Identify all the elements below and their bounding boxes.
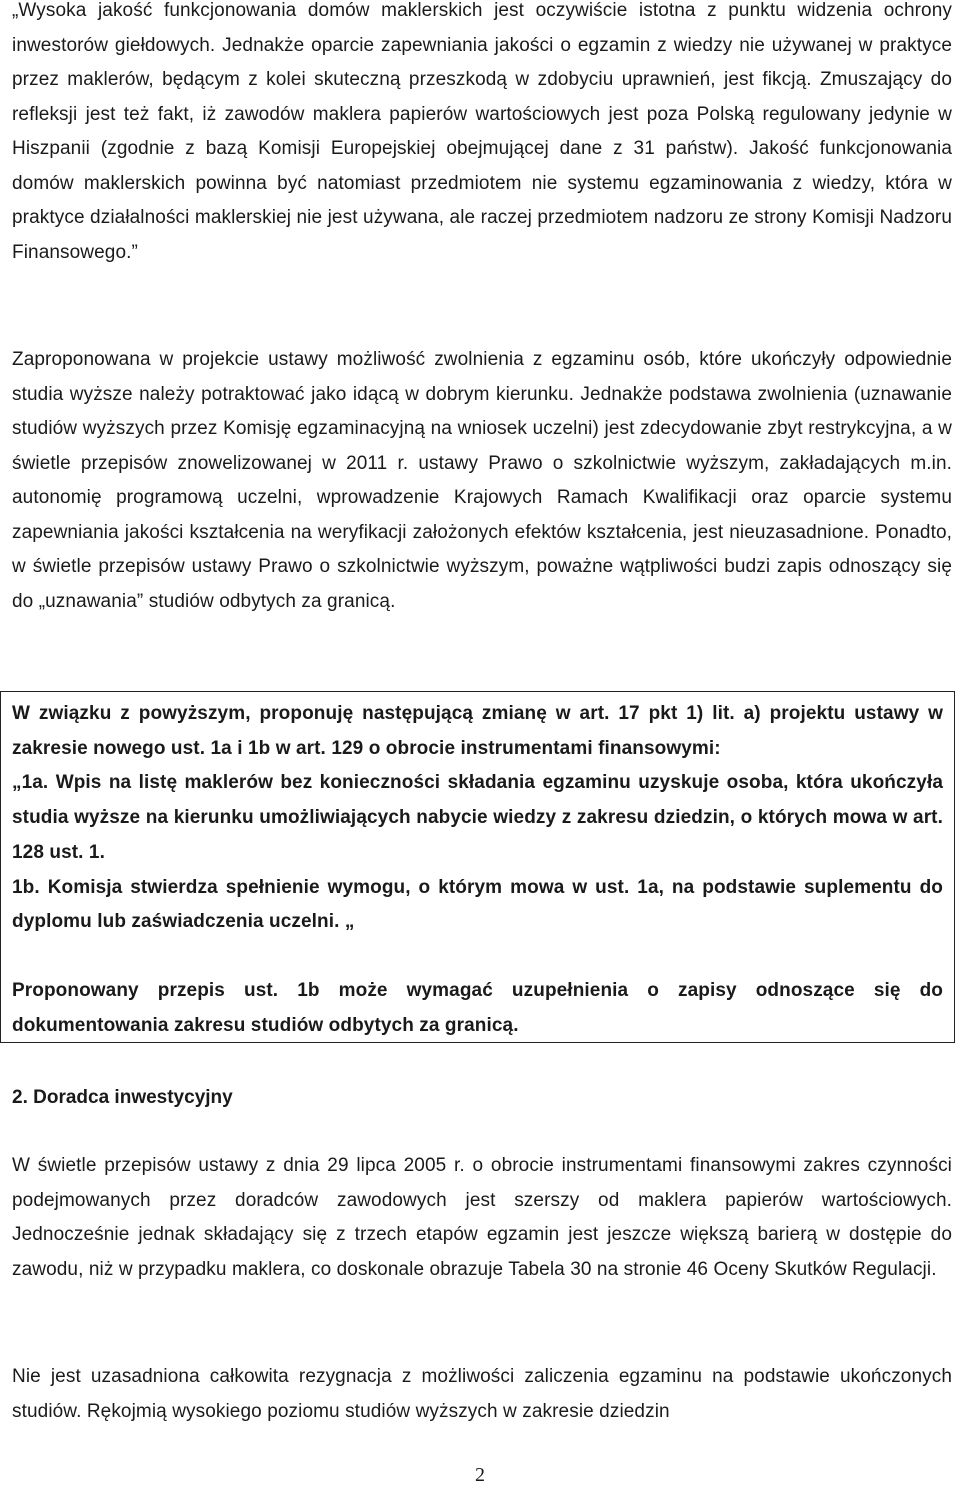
section-heading: 2. Doradca inwestycyjny (12, 1087, 233, 1108)
paragraph-exam-waiver: Nie jest uzasadniona całkowita rezygnacja z możliwości zaliczenia egzaminu na podstawie ukończonych studiów. Rękojmią wysokiego poziomu studiów wyższych w zakresie dziedzin (12, 1366, 952, 1422)
proposal-box (0, 691, 955, 1043)
spacer (12, 940, 943, 974)
paragraph-exemption-assessment: Zaproponowana w projekcie ustawy możliwość zwolnienia z egzaminu osób, które ukończyły odpowiednie studia wyższe należy potraktować jako idącą w dobrym kierunku. Jednakże podstawa zwolnienia (uznawanie studiów wyższych przez Komisję egzaminacyjną na wniosek uczelni) jest zdecydowanie zbyt restrykcyjna, a w świetle przepisów znowelizowanej w 2011 r. ustawy Prawo o szkolnictwie wyższym, zakładających m.in. autonomię programową uczelni, wprowadzenie Krajowych Ramach Kwalifikacji oraz oparcie systemu zapewniania jakości kształcenia na weryfikacji założonych efektów kształcenia, jest nieuzasadnione. Ponadto, w świetle przepisów ustawy Prawo o szkolnictwie wyższym, poważne wątpliwości budzi zapis odnoszący się do „uznawania” studiów odbytych za granicą. (12, 349, 952, 612)
intro-paragraph: „Wysoka jakość funkcjonowania domów maklerskich jest oczywiście istotna z punktu widzenia ochrony inwestorów giełdowych. Jednakże oparcie zapewniania jakości o egzamin z wiedzy nie używanej w praktyce przez maklerów, będącym z kolei skuteczną przeszkodą w zdobyciu uprawnień, jest fikcją. Zmuszający do refleksji jest też fakt, iż zawodów maklera papierów wartościowych jest poza Polską regulowany jedynie w Hiszpanii (zgodnie z bazą Komisji Europejskiej obejmującej dane z 31 państw). Jakość funkcjonowania domów maklerskich powinna być natomiast przedmiotem nie systemu egzaminowania z wiedzy, która w praktyce działalności maklerskiej nie jest używana, ale raczej przedmiotem nadzoru ze strony Komisji Nadzoru Finansowego.” (12, 0, 952, 263)
proposal-note: Proponowany przepis ust. 1b może wymagać uzupełnienia o zapisy odnoszące się do dokumentowania zakresu studiów odbytych za granicą. (12, 979, 943, 1036)
proposal-point-1b: 1b. Komisja stwierdza spełnienie wymogu, o którym mowa w ust. 1a, na podstawie suplementu do dyplomu lub zaświadczenia uczelni. „ (12, 876, 943, 933)
page-number: 2 (475, 1464, 485, 1486)
paragraph-investment-advisor: W świetle przepisów ustawy z dnia 29 lipca 2005 r. o obrocie instrumentami finansowymi zakres czynności podejmowanych przez doradców zawodowych jest szerszy od maklera papierów wartościowych. Jednocześnie jednak składający się z trzech etapów egzamin jest jeszcze większą barierą w dostępie do zawodu, niż w przypadku maklera, co doskonale obrazuje Tabela 30 na stronie 46 Oceny Skutków Regulacji. (12, 1155, 952, 1280)
proposal-intro: W związku z powyższym, proponuję następującą zmianę w art. 17 pkt 1) lit. a) projektu ustawy w zakresie nowego ust. 1a i 1b w art. 129 o obrocie instrumentami finansowymi: (12, 703, 943, 759)
proposal-point-1a: „1a. Wpis na listę maklerów bez konieczności składania egzaminu uzyskuje osoba, która ukończyła studia wyższe na kierunku umożliwiających nabycie wiedzy z zakresu dziedzin, o których mowa w art. 128 ust. 1. (12, 772, 943, 863)
